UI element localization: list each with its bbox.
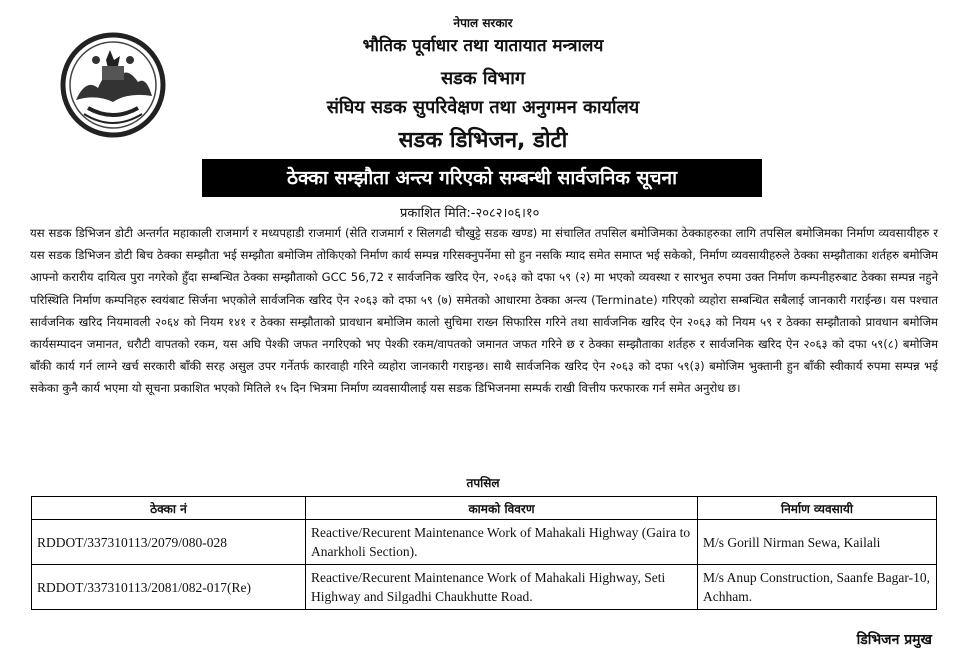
notice-title: ठेक्का सम्झौता अन्त्य गरिएको सम्बन्धी सार्वजनिक सूचना (202, 159, 762, 197)
contract-no-cell: RDDOT/337310113/2081/082-017(Re) (32, 565, 306, 610)
contracts-table (31, 496, 937, 610)
division-heading: सडक डिभिजन, डोटी (398, 128, 568, 153)
col-contract-no: ठेक्का नं (32, 497, 306, 520)
col-contractor: निर्माण व्यवसायी (698, 497, 937, 520)
government-heading: नेपाल सरकार (453, 16, 513, 30)
schedule-heading: तपसिल (466, 476, 500, 490)
work-description-cell: Reactive/Recurent Maintenance Work of Mahakali Highway (Gaira to Anarkholi Section). (306, 520, 698, 565)
col-work-description: कामको विवरण (306, 497, 698, 520)
contractor-cell: M/s Gorill Nirman Sewa, Kailali (698, 520, 937, 565)
ministry-heading: भौतिक पूर्वाधार तथा यातायात मन्त्रालय (362, 36, 604, 56)
notice-body: यस सडक डिभिजन डोटी अन्तर्गत महाकाली राजमार्ग र मध्यपहाडी राजमार्ग (सेति राजमार्ग र सिलगढी चौखुट्टे सडक खण्ड) मा संचालित तपसिल बमोजिमका ठेक्काहरुका लागि तपसिल बमोजिमका निर्माण व्यवसायीहरु र यस सडक डिभिजन डोटी बिच ठेक्का सम्झौता भई सम्झौता बमोजिम तोकिएको निर्माण कार्य सम्पन्न गरिसक्नुपर्नेमा सो हुन नसकि म्याद समेत समाप्त भई सकेको, निर्माण व्यवसायीहरुले ठेक्का सम्झौताका शर्तहरु बमोजिम आफ्नो करारीय दायित्व पुरा नगरेको हुँदा सम्बन्धित ठेक्का सम्झौताको GCC 56,72 र सार्वजनिक खरिद ऐन, २०६३ को दफा ५९ (२) मा भएको व्यवस्था र सारभुत रुपमा उक्त निर्माण कम्पनीहरुबाट ठेक्का सम्पन्न नहुने परिस्थिति निर्माण कम्पनिहरु स्वयंबाट सिर्जना भएकोले सार्वजनिक खरिद ऐन २०६३ को दफा ५९ (७) समेतको आधारमा ठेक्का अन्त्य (Terminate) गरिएको व्यहोरा सम्बन्धित सबैलाई जानकारी गराईन्छ। यस पश्चात सार्वजनिक खरिद नियमावली २०६४ को नियम १४१ र ठेक्का सम्झौताको प्रावधान बमोजिम कालो सुचिमा राख्न सिफारिस गरिने तथा सार्वजनिक खरिद ऐन २०६३ को नियम ५९ र ठेक्का सम्झौताको प्रावधान बमोजिम कार्यसम्पादन जमानत, धरौटी वापतको रकम, यस अघि पेश्की जफत नगरिएको भए पेश्की रकम/वापतको जमानत जफत गरिने छ र ठेक्का सम्झौताका शर्तहरु र सार्वजनिक खरिद ऐन २०६३ को दफा ५९(८) बमोजिम बाँकी कार्य गर्न लाग्ने खर्च सरकारी बाँकी सरह असुल उपर गर्नेतर्फ कारवाही गरिने व्यहोरा जानकारी गराइन्छ। साथै सार्वजनिक खरिद ऐन २०६३ को दफा ५९(३) बमोजिम भुक्तानी हुन बाँकी स्वीकार्य रुपमा सम्पन्न भई सकेका कुनै कार्य भएमा यो सूचना प्रकाशित भएको मितिले १५ दिन भित्रमा निर्माण व्यवसायीलाई यस सडक डिभिजनमा सम्पर्क राखी वित्तीय फरफारक गर्न समेत अनुरोध छ। (30, 226, 938, 396)
table-header-row (32, 497, 937, 520)
contractor-cell: M/s Anup Construction, Saanfe Bagar-10, Achham. (698, 565, 937, 610)
signature-title: डिभिजन प्रमुख (856, 632, 932, 648)
table-row (32, 565, 937, 610)
work-description-cell: Reactive/Recurent Maintenance Work of Mahakali Highway, Seti Highway and Silgadhi Chaukhutte Road. (306, 565, 698, 610)
table-row (32, 520, 937, 565)
contract-no-cell: RDDOT/337310113/2079/080-028 (32, 520, 306, 565)
published-date: प्रकाशित मिति:-२०८२।०६।१० (400, 206, 540, 221)
office-heading: संघिय सडक सुपरिवेक्षण तथा अनुगमन कार्यालय (326, 97, 640, 118)
department-heading: सडक विभाग (440, 68, 525, 89)
